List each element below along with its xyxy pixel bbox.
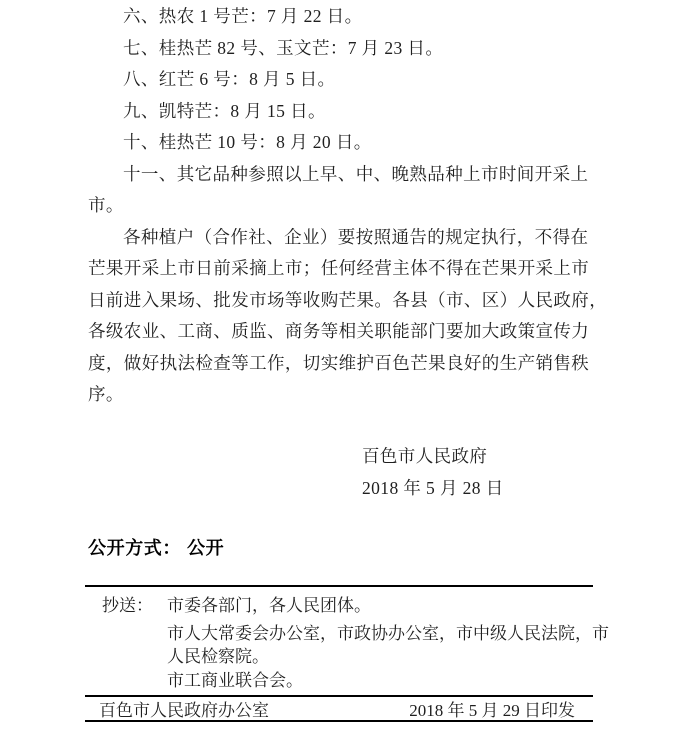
- cc-recipients: [167, 594, 609, 692]
- paragraph-line1: 各种植户（合作社、企业）要按照通告的规定执行，不得在: [123, 226, 589, 247]
- paragraph-line5: 度，做好执法检查等工作，切实维护百色芒果良好的生产销售秩: [88, 352, 590, 373]
- issue-row: [85, 695, 593, 722]
- disclosure-value: 公开: [187, 538, 225, 558]
- cc-line-1: 市委各部门，各人民团体。: [167, 596, 371, 615]
- paragraph-line4: 各级农业、工商、质监、商务等相关职能部门要加大政策宣传力: [88, 321, 590, 341]
- cc-label: 抄送：: [102, 596, 153, 615]
- disclosure-label: 公开方式：: [88, 538, 181, 558]
- cc-line-3: 人民检察院。: [167, 647, 269, 666]
- paragraph-line6: 序。: [88, 384, 124, 404]
- list-item-8: 八、红芒 6 号：8 月 5 日。: [123, 69, 336, 89]
- cc-section: [85, 587, 609, 695]
- disclosure-line: [88, 534, 224, 560]
- cc-line-2: 市人大常委会办公室，市政协办公室，市中级人民法院，市: [167, 623, 609, 643]
- list-item-9: 九、凯特芒：8 月 15 日。: [123, 100, 326, 121]
- list-item-11-line1: 十一、其它品种参照以上早、中、晚熟品种上市时间开采上: [123, 163, 589, 184]
- paragraph-line2: 芒果开采上市日前采摘上市；任何经营主体不得在芒果开采上市: [88, 258, 590, 278]
- footer-box: [85, 585, 609, 722]
- signature-block: [362, 440, 504, 504]
- list-item-11-line2: 市。: [88, 195, 124, 215]
- signature-issuer: 百色市人民政府: [362, 446, 488, 466]
- document-body: [88, 1, 608, 411]
- list-item-7: 七、桂热芒 82 号、玉文芒：7 月 23 日。: [123, 37, 444, 58]
- list-item-6: 六、热农 1 号芒：7 月 22 日。: [123, 6, 363, 26]
- list-item-10: 十、桂热芒 10 号：8 月 20 日。: [123, 132, 372, 152]
- signature-date: 2018 年 5 月 28 日: [362, 478, 504, 498]
- cc-line-4: 市工商业联合会。: [167, 670, 303, 690]
- issue-date: 2018 年 5 月 29 日印发: [409, 701, 575, 720]
- paragraph-line3: 日前进入果场、批发市场等收购芒果。各县（市、区）人民政府，: [88, 289, 608, 310]
- issue-office: 百色市人民政府办公室: [99, 701, 269, 720]
